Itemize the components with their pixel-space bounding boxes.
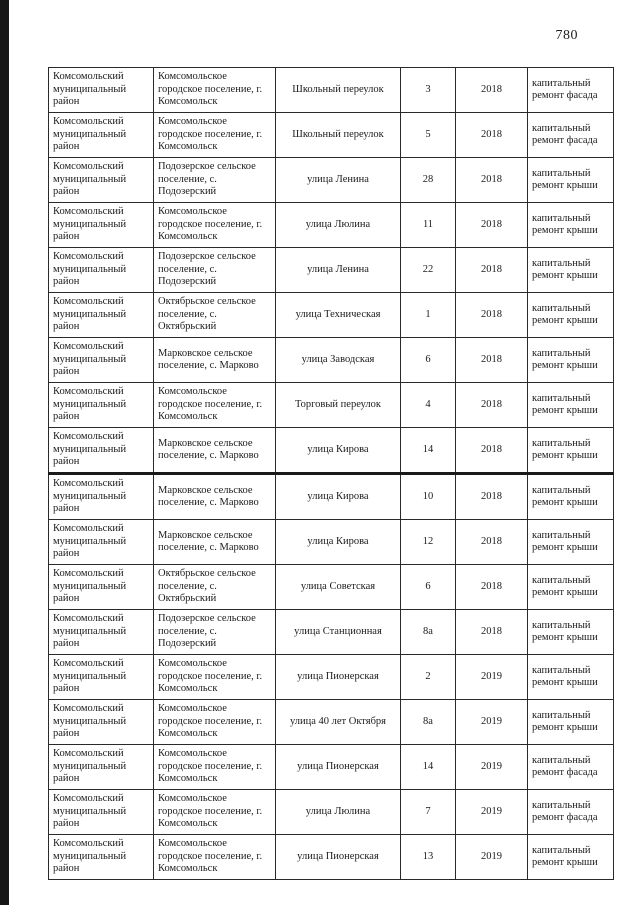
cell-house: 8а [401, 610, 456, 655]
cell-house: 14 [401, 745, 456, 790]
cell-street: улица Пионерская [276, 655, 401, 700]
table-row [49, 428, 614, 474]
cell-work: капитальный ремонт крыши [528, 248, 614, 293]
cell-settlement: Комсомольское городское поселение, г. Комсомольск [154, 203, 276, 248]
table-body [49, 68, 614, 880]
cell-street: Торговый переулок [276, 383, 401, 428]
table-row [49, 835, 614, 880]
table-row [49, 338, 614, 383]
cell-settlement: Комсомольское городское поселение, г. Комсомольск [154, 835, 276, 880]
cell-work: капитальный ремонт фасада [528, 68, 614, 113]
cell-year: 2018 [456, 158, 528, 203]
cell-house: 13 [401, 835, 456, 880]
cell-house: 7 [401, 790, 456, 835]
cell-street: улица Люлина [276, 203, 401, 248]
cell-house: 5 [401, 113, 456, 158]
cell-street: улица Пионерская [276, 745, 401, 790]
cell-work: капитальный ремонт крыши [528, 428, 614, 474]
cell-street: Школьный переулок [276, 68, 401, 113]
cell-year: 2018 [456, 383, 528, 428]
cell-district: Комсомольский муниципальный район [49, 383, 154, 428]
scan-edge-artifact [0, 0, 9, 905]
cell-house: 1 [401, 293, 456, 338]
cell-year: 2018 [456, 113, 528, 158]
table-row [49, 383, 614, 428]
cell-year: 2018 [456, 248, 528, 293]
cell-house: 11 [401, 203, 456, 248]
cell-district: Комсомольский муниципальный район [49, 248, 154, 293]
cell-year: 2018 [456, 610, 528, 655]
cell-district: Комсомольский муниципальный район [49, 158, 154, 203]
cell-street: улица Люлина [276, 790, 401, 835]
cell-house: 2 [401, 655, 456, 700]
cell-house: 3 [401, 68, 456, 113]
cell-district: Комсомольский муниципальный район [49, 338, 154, 383]
cell-district: Комсомольский муниципальный район [49, 113, 154, 158]
repairs-table-container [48, 67, 613, 880]
cell-year: 2018 [456, 293, 528, 338]
cell-settlement: Октябрьское сельское поселение, с. Октябрьский [154, 293, 276, 338]
table-row [49, 248, 614, 293]
cell-year: 2019 [456, 790, 528, 835]
cell-work: капитальный ремонт крыши [528, 293, 614, 338]
cell-year: 2018 [456, 203, 528, 248]
cell-street: улица 40 лет Октября [276, 700, 401, 745]
cell-street: улица Советская [276, 565, 401, 610]
cell-district: Комсомольский муниципальный район [49, 745, 154, 790]
cell-year: 2018 [456, 565, 528, 610]
cell-settlement: Подозерское сельское поселение, с. Подозерский [154, 158, 276, 203]
cell-street: улица Ленина [276, 158, 401, 203]
cell-district: Комсомольский муниципальный район [49, 293, 154, 338]
table-row [49, 293, 614, 338]
cell-work: капитальный ремонт крыши [528, 835, 614, 880]
cell-settlement: Марковское сельское поселение, с. Марково [154, 474, 276, 520]
cell-settlement: Комсомольское городское поселение, г. Комсомольск [154, 745, 276, 790]
cell-work: капитальный ремонт крыши [528, 338, 614, 383]
cell-district: Комсомольский муниципальный район [49, 474, 154, 520]
cell-district: Комсомольский муниципальный район [49, 610, 154, 655]
cell-district: Комсомольский муниципальный район [49, 700, 154, 745]
cell-street: улица Пионерская [276, 835, 401, 880]
cell-district: Комсомольский муниципальный район [49, 428, 154, 474]
cell-house: 4 [401, 383, 456, 428]
cell-settlement: Комсомольское городское поселение, г. Комсомольск [154, 790, 276, 835]
cell-year: 2019 [456, 745, 528, 790]
cell-work: капитальный ремонт фасада [528, 113, 614, 158]
table-row [49, 68, 614, 113]
cell-house: 6 [401, 565, 456, 610]
cell-street: улица Станционная [276, 610, 401, 655]
cell-work: капитальный ремонт крыши [528, 158, 614, 203]
cell-work: капитальный ремонт фасада [528, 790, 614, 835]
cell-district: Комсомольский муниципальный район [49, 203, 154, 248]
cell-work: капитальный ремонт крыши [528, 610, 614, 655]
cell-year: 2018 [456, 428, 528, 474]
cell-district: Комсомольский муниципальный район [49, 520, 154, 565]
table-row [49, 790, 614, 835]
cell-settlement: Подозерское сельское поселение, с. Подозерский [154, 610, 276, 655]
cell-district: Комсомольский муниципальный район [49, 790, 154, 835]
cell-year: 2019 [456, 700, 528, 745]
table-row [49, 474, 614, 520]
repairs-table [48, 67, 614, 880]
cell-year: 2018 [456, 68, 528, 113]
cell-settlement: Марковское сельское поселение, с. Марково [154, 428, 276, 474]
cell-year: 2019 [456, 835, 528, 880]
cell-street: улица Техническая [276, 293, 401, 338]
cell-street: улица Ленина [276, 248, 401, 293]
table-row [49, 203, 614, 248]
cell-settlement: Октябрьское сельское поселение, с. Октябрьский [154, 565, 276, 610]
cell-settlement: Комсомольское городское поселение, г. Комсомольск [154, 655, 276, 700]
cell-street: улица Кирова [276, 474, 401, 520]
cell-year: 2019 [456, 655, 528, 700]
cell-street: улица Кирова [276, 428, 401, 474]
cell-work: капитальный ремонт крыши [528, 203, 614, 248]
cell-street: улица Кирова [276, 520, 401, 565]
cell-house: 8а [401, 700, 456, 745]
cell-settlement: Марковское сельское поселение, с. Марково [154, 338, 276, 383]
cell-work: капитальный ремонт крыши [528, 383, 614, 428]
cell-work: капитальный ремонт крыши [528, 474, 614, 520]
cell-settlement: Подозерское сельское поселение, с. Подозерский [154, 248, 276, 293]
table-row [49, 565, 614, 610]
cell-work: капитальный ремонт крыши [528, 565, 614, 610]
cell-year: 2018 [456, 520, 528, 565]
cell-work: капитальный ремонт крыши [528, 520, 614, 565]
cell-house: 28 [401, 158, 456, 203]
page-number: 780 [555, 28, 578, 43]
cell-district: Комсомольский муниципальный район [49, 835, 154, 880]
table-row [49, 610, 614, 655]
cell-house: 10 [401, 474, 456, 520]
table-row [49, 745, 614, 790]
cell-settlement: Комсомольское городское поселение, г. Комсомольск [154, 700, 276, 745]
cell-settlement: Комсомольское городское поселение, г. Комсомольск [154, 383, 276, 428]
cell-settlement: Комсомольское городское поселение, г. Комсомольск [154, 113, 276, 158]
table-row [49, 700, 614, 745]
cell-work: капитальный ремонт крыши [528, 655, 614, 700]
table-row [49, 113, 614, 158]
cell-work: капитальный ремонт крыши [528, 700, 614, 745]
cell-settlement: Комсомольское городское поселение, г. Комсомольск [154, 68, 276, 113]
cell-street: Школьный переулок [276, 113, 401, 158]
cell-year: 2018 [456, 338, 528, 383]
cell-settlement: Марковское сельское поселение, с. Марково [154, 520, 276, 565]
cell-district: Комсомольский муниципальный район [49, 565, 154, 610]
table-row [49, 655, 614, 700]
cell-house: 6 [401, 338, 456, 383]
table-row [49, 520, 614, 565]
cell-year: 2018 [456, 474, 528, 520]
cell-house: 12 [401, 520, 456, 565]
cell-house: 14 [401, 428, 456, 474]
table-row [49, 158, 614, 203]
cell-district: Комсомольский муниципальный район [49, 655, 154, 700]
cell-house: 22 [401, 248, 456, 293]
cell-street: улица Заводская [276, 338, 401, 383]
cell-work: капитальный ремонт фасада [528, 745, 614, 790]
cell-district: Комсомольский муниципальный район [49, 68, 154, 113]
